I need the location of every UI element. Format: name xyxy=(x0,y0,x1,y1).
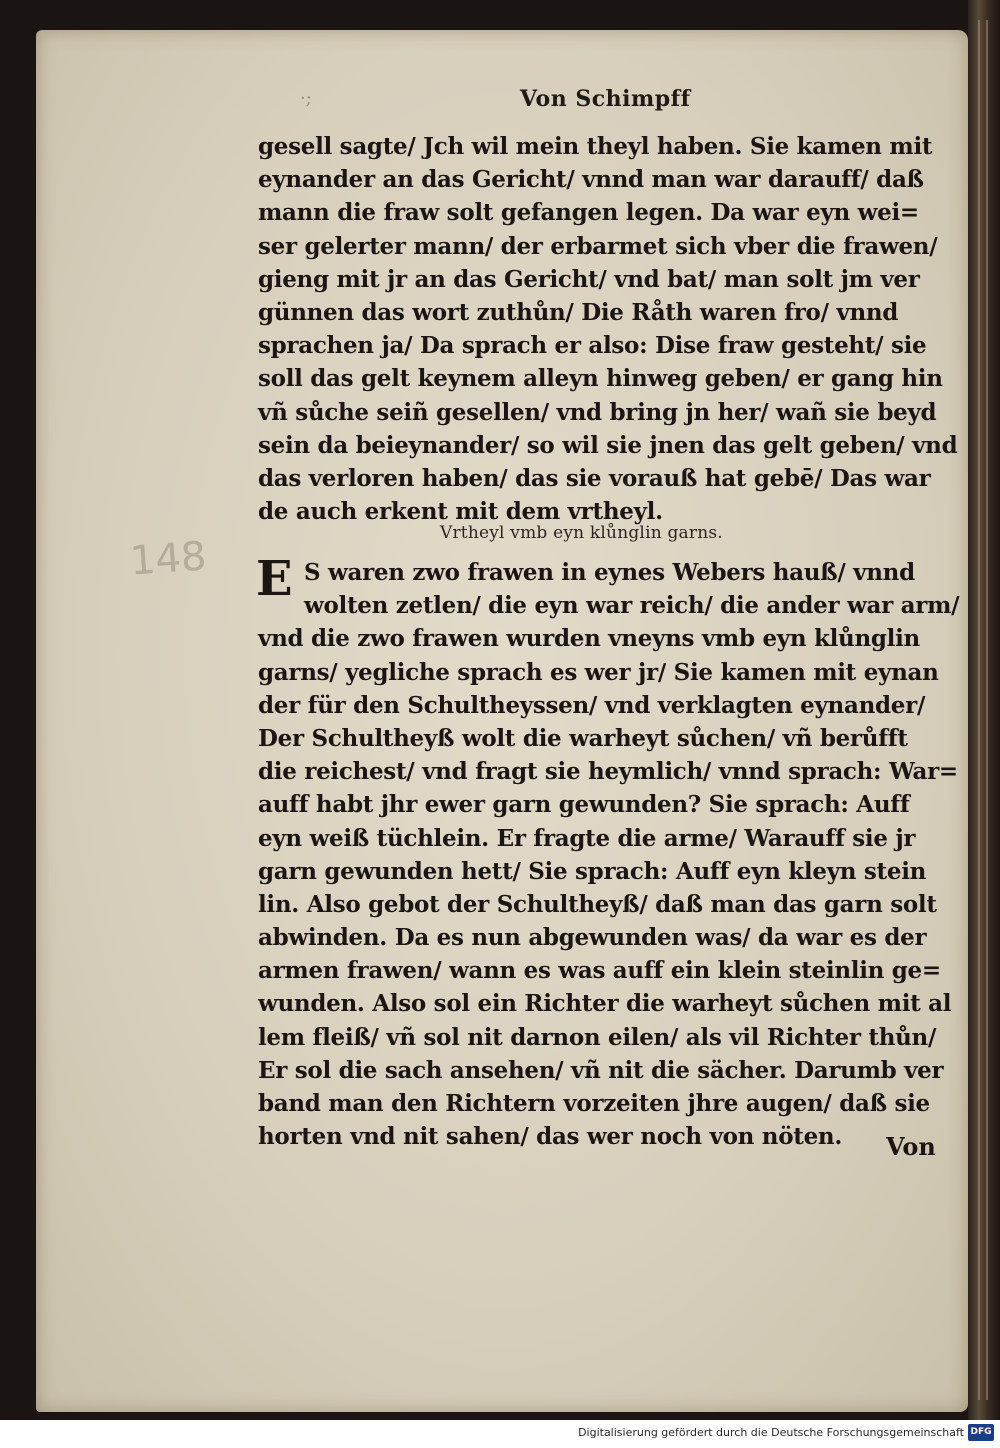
paragraph-1 xyxy=(258,130,958,528)
funding-credit: Digitalisierung gefördert durch die Deutsche Forschungsgemeinschaft xyxy=(578,1426,964,1439)
page-number-faded: ·; xyxy=(300,88,312,109)
book-edge xyxy=(968,0,1000,1420)
dfg-logo: DFG xyxy=(968,1424,994,1441)
text-line: de auch erkent mit dem vrtheyl. xyxy=(258,498,663,526)
text-line: band man den Richtern vorzeiten jhre augen/ daß sie xyxy=(258,1090,930,1117)
text-line: eyn weiß tüchlein. Er fragte die arme/ Warauff sie jr xyxy=(258,824,916,852)
text-line: eynander an das Gericht/ vnnd man war darauff/ daß xyxy=(258,166,924,194)
text-line: abwinden. Da es nun abgewunden was/ da war es der xyxy=(258,924,927,952)
pencil-folio-note: 148 xyxy=(128,533,208,585)
text-line: ser gelerter mann/ der erbarmet sich vber die frawen/ xyxy=(258,232,938,260)
text-line: gesell sagte/ Jch wil mein theyl haben. Sie kamen mit xyxy=(258,133,933,160)
text-line: armen frawen/ wann es was auff ein klein steinlin ge= xyxy=(258,957,941,985)
text-line: auff habt jhr ewer garn gewunden? Sie sprach: Auff xyxy=(258,791,910,819)
text-line: vñ sůche seiñ gesellen/ vnd bring jn her/ wañ sie beyd xyxy=(258,398,937,426)
running-title: Von Schimpff xyxy=(520,86,691,112)
text-line: wolten zetlen/ die eyn war reich/ die ander war arm/ xyxy=(304,592,960,620)
text-line: mann die fraw solt gefangen legen. Da war eyn wei= xyxy=(258,199,919,227)
text-line: S waren zwo frawen in eynes Webers hauß/ vnnd xyxy=(304,559,915,586)
text-line: gieng mit jr an das Gericht/ vnd bat/ man solt jm ver xyxy=(258,265,920,293)
section-title: Vrtheyl vmb eyn klůnglin garns. xyxy=(440,523,723,543)
footer-bar xyxy=(0,1420,1000,1448)
text-line: sein da beieynander/ so wil sie jnen das gelt geben/ vnd xyxy=(258,431,958,459)
text-line: das verloren haben/ das sie vorauß hat gebē/ Das war xyxy=(258,464,931,492)
text-line: lem fleiß/ vñ sol nit darnon eilen/ als vil Richter thůn/ xyxy=(258,1023,937,1051)
text-line: günnen das wort zuthůn/ Die Råth waren fro/ vnnd xyxy=(258,298,899,326)
text-line: soll das gelt keynem alleyn hinweg geben/ er gang hin xyxy=(258,365,943,393)
text-line: wunden. Also sol ein Richter die warheyt sůchen mit al xyxy=(258,990,952,1018)
text-line: vnd die zwo frawen wurden vneyns vmb eyn klůnglin xyxy=(258,625,920,653)
text-line: der für den Schultheyssen/ vnd verklagten eynander/ xyxy=(258,691,926,719)
text-line: Der Schultheyß wolt die warheyt sůchen/ vñ berůfft xyxy=(258,724,908,752)
text-line: lin. Also gebot der Schultheyß/ daß man das garn solt xyxy=(258,890,937,918)
text-line: sprachen ja/ Da sprach er also: Dise fraw gesteht/ sie xyxy=(258,332,927,360)
text-line: horten vnd nit sahen/ das wer noch von nöten. xyxy=(258,1123,843,1151)
catchword: Von xyxy=(886,1132,936,1161)
text-line: garns/ yegliche sprach es wer jr/ Sie kamen mit eynan xyxy=(258,658,939,686)
text-line: garn gewunden hett/ Sie sprach: Auff eyn kleyn stein xyxy=(258,857,927,885)
initial-letter: E xyxy=(256,551,293,607)
text-line: Er sol die sach ansehen/ vñ nit die sächer. Darumb ver xyxy=(258,1056,944,1084)
text-line: die reichest/ vnd fragt sie heymlich/ vnnd sprach: War= xyxy=(258,758,958,786)
paragraph-2 xyxy=(256,551,960,1153)
